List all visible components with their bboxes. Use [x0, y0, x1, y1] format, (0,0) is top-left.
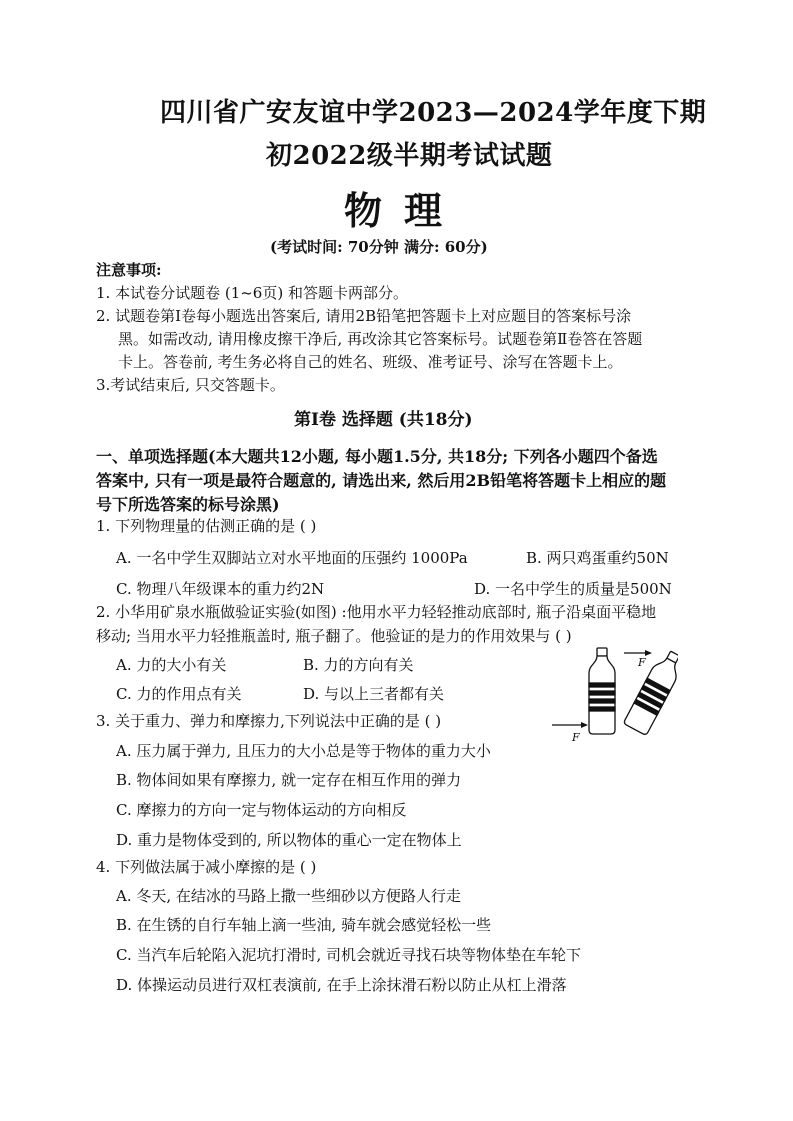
q1-option-d: D. 一名中学生的质量是500N — [474, 580, 672, 598]
q1-option-a: A. 一名中学生双脚站立对水平地面的压强约 1000Pa — [116, 549, 468, 567]
q3-option-c: C. 摩擦力的方向一定与物体运动的方向相反 — [116, 801, 407, 819]
section1-instruction-line3: 号下所选答案的标号涂黑) — [96, 495, 280, 514]
q3-stem: 3. 关于重力、弹力和摩擦力,下列说法中正确的是 ( ) — [96, 712, 442, 730]
q4-option-d: D. 体操运动员进行双杠表演前, 在手上涂抹滑石粉以防止从杠上滑落 — [116, 976, 567, 994]
q2-option-d: D. 与以上三者都有关 — [303, 685, 445, 703]
note-item-1: 1. 本试卷分试题卷 (1~6页) 和答题卡两部分。 — [96, 284, 408, 302]
q1-option-b: B. 两只鸡蛋重约50N — [526, 549, 669, 567]
q4-option-a: A. 冬天, 在结冰的马路上撒一些细砂以方便路人行走 — [116, 887, 461, 905]
exam-info: (考试时间: 70分钟 满分: 60分) — [270, 238, 488, 256]
q2-stem-line2: 移动; 当用水平力轻推瓶盖时, 瓶子翻了。他验证的是力的作用效果与 ( ) — [96, 627, 572, 645]
section1-instruction-line1: 一、单项选择题(本大题共12小题, 每小题1.5分, 共18分; 下列各小题四个备选 — [96, 447, 658, 466]
exam-title-line1: 四川省广安友谊中学2023—2024学年度下期 — [160, 98, 707, 128]
q3-option-d: D. 重力是物体受到的, 所以物体的重心一定在物体上 — [116, 831, 462, 849]
q4-option-c: C. 当汽车后轮陷入泥坑打滑时, 司机会就近寻找石块等物体垫在车轮下 — [116, 946, 582, 964]
force-label-top: F — [638, 656, 646, 669]
q1-stem: 1. 下列物理量的估测正确的是 ( ) — [96, 517, 317, 535]
upright-bottle-icon — [589, 648, 615, 734]
section1-title: 第Ⅰ卷 选择题 (共18分) — [294, 410, 473, 430]
q1-option-c: C. 物理八年级课本的重力约2N — [116, 580, 325, 598]
section1-instruction-line2: 答案中, 只有一项是最符合题意的, 请选出来, 然后用2B铅笔将答题卡上相应的题 — [96, 471, 667, 490]
note-item-2-line1: 2. 试题卷第Ⅰ卷每小题选出答案后, 请用2B铅笔把答题卡上对应题目的答案标号涂 — [96, 307, 632, 325]
force-label-bottom: F — [572, 731, 580, 744]
q2-option-b: B. 力的方向有关 — [303, 656, 414, 674]
q3-option-b: B. 物体间如果有摩擦力, 就一定存在相互作用的弹力 — [116, 771, 462, 789]
q4-stem: 4. 下列做法属于减小摩擦的是 ( ) — [96, 858, 317, 876]
q3-option-a: A. 压力属于弹力, 且压力的大小总是等于物体的重力大小 — [116, 742, 491, 760]
q2-stem-line1: 2. 小华用矿泉水瓶做验证实验(如图) :他用水平力轻轻推动底部时, 瓶子沿桌面平稳地 — [96, 603, 657, 621]
bottle-experiment-figure — [548, 645, 678, 745]
subject-title: 物理 — [344, 188, 465, 233]
q2-option-a: A. 力的大小有关 — [116, 656, 227, 674]
notes-heading: 注意事项: — [96, 261, 162, 279]
exam-title-line2: 初2022级半期考试试题 — [266, 141, 553, 171]
note-item-2-line3: 卡上。答卷前, 考生务必将自己的姓名、班级、准考证号、涂写在答题卡上。 — [118, 353, 623, 371]
note-item-3: 3.考试结束后, 只交答题卡。 — [96, 376, 285, 394]
q2-option-c: C. 力的作用点有关 — [116, 685, 242, 703]
note-item-2-line2: 黑。如需改动, 请用橡皮擦干净后, 再改涂其它答案标号。试题卷第Ⅱ卷答在答题 — [118, 330, 643, 348]
tilted-bottle-icon — [623, 647, 678, 735]
q4-option-b: B. 在生锈的自行车轴上滴一些油, 骑车就会感觉轻松一些 — [116, 916, 492, 934]
